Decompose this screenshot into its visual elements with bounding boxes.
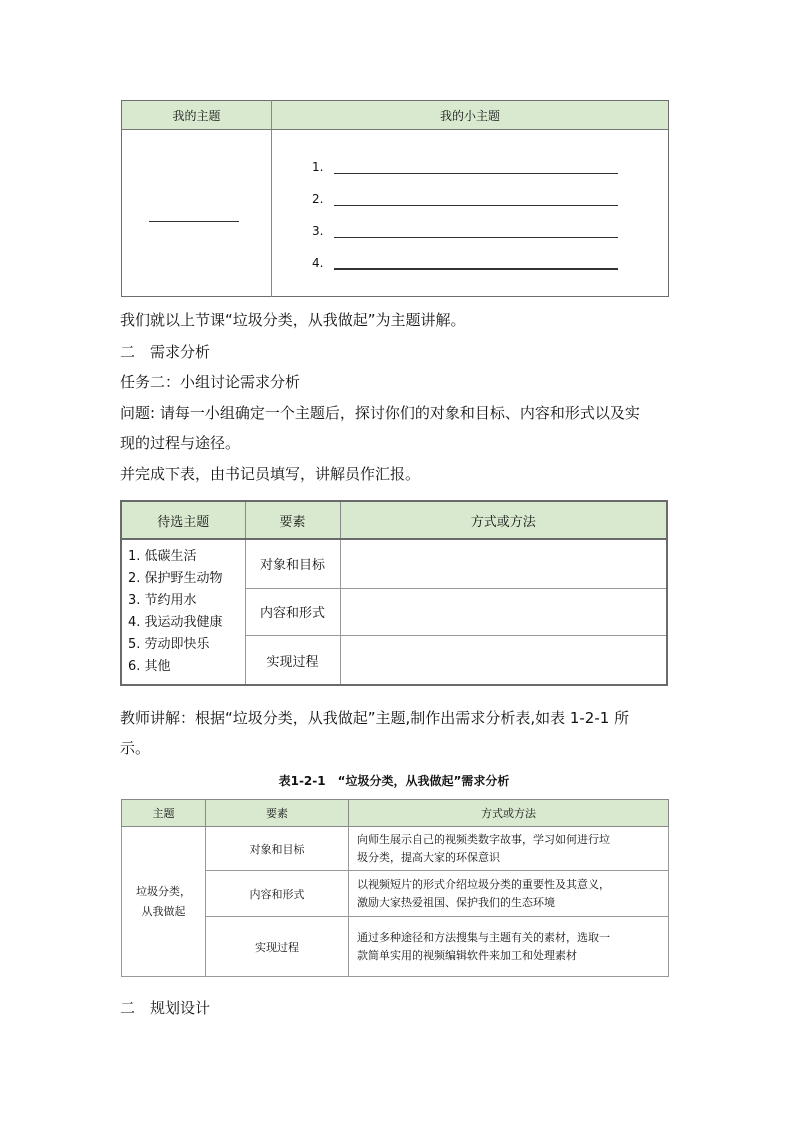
subtopic-blank-line <box>334 236 618 238</box>
section-heading-planning: 二 规划设计 <box>120 999 211 1017</box>
task-two-heading: 任务二：小组讨论需求分析 <box>120 373 301 391</box>
section-heading-needs-analysis: 二 需求分析 <box>120 343 211 361</box>
header-theme: 主题 <box>122 800 206 827</box>
question-line-1: 问题: 请每一小组确定一个主题后，探讨你们的对象和目标、内容和形式以及实 <box>120 404 640 422</box>
header-my-subtopics: 我的小主题 <box>272 101 669 130</box>
header-elements: 要素 <box>245 501 340 539</box>
topic-item: 6. 其他 <box>128 659 171 674</box>
method-cell-content[interactable] <box>340 588 667 636</box>
question-line-2: 现的过程与途径。 <box>120 434 241 452</box>
element-content: 内容和形式 <box>245 588 340 636</box>
element-process: 实现过程 <box>245 636 340 685</box>
paragraph-intro: 我们就以上节课“垃圾分类，从我做起”为主题讲解。 <box>120 311 466 329</box>
candidate-topic-list <box>121 539 245 685</box>
element-target: 对象和目标 <box>206 827 349 871</box>
method-cell-target[interactable] <box>340 539 667 588</box>
table-caption: 表1-2-1 “垃圾分类，从我做起”需求分析 <box>278 774 510 788</box>
topic-blank-line <box>149 221 239 222</box>
subtopic-row-3[interactable]: 3. <box>312 224 618 238</box>
candidate-topic-table <box>120 500 668 686</box>
subtopic-row-2[interactable]: 2. <box>312 192 618 206</box>
topic-item: 1. 低碳生活 <box>128 549 197 564</box>
theme-cell: 垃圾分类， 从我做起 <box>122 827 206 977</box>
subtopic-blank-line <box>334 172 618 174</box>
header-methods: 方式或方法 <box>340 501 667 539</box>
teacher-explanation-line-2: 示。 <box>120 739 151 757</box>
my-subtopics-cell <box>272 130 669 297</box>
element-process: 实现过程 <box>206 917 349 977</box>
header-element: 要素 <box>206 800 349 827</box>
method-content: 以视频短片的形式介绍垃圾分类的重要性及其意义， 激励大家热爱祖国、保护我们的生态环境 <box>349 871 669 917</box>
teacher-explanation-line-1: 教师讲解：根据“垃圾分类，从我做起”主题,制作出需求分析表,如表 1-2-1 所 <box>120 709 630 727</box>
header-method: 方式或方法 <box>349 800 669 827</box>
my-topic-cell[interactable] <box>122 130 272 297</box>
subtopic-blank-line <box>334 204 618 206</box>
header-my-topic: 我的主题 <box>122 101 272 130</box>
subtopic-row-1[interactable]: 1. <box>312 160 618 174</box>
instruction-paragraph: 并完成下表，由书记员填写，讲解员作汇报。 <box>120 465 421 483</box>
needs-analysis-table <box>121 799 669 977</box>
method-cell-process[interactable] <box>340 636 667 685</box>
header-candidate-topics: 待选主题 <box>121 501 245 539</box>
topic-item: 2. 保护野生动物 <box>128 571 223 586</box>
element-content: 内容和形式 <box>206 871 349 917</box>
topic-item: 4. 我运动我健康 <box>128 615 223 630</box>
my-topic-table <box>121 100 669 297</box>
topic-item: 5. 劳动即快乐 <box>128 637 210 652</box>
method-target: 向师生展示自己的视频类数字故事，学习如何进行垃 圾分类，提高大家的环保意识 <box>349 827 669 871</box>
subtopic-row-4[interactable]: 4. <box>312 256 618 270</box>
method-process: 通过多种途径和方法搜集与主题有关的素材，选取一 款简单实用的视频编辑软件来加工和处理素材 <box>349 917 669 977</box>
topic-item: 3. 节约用水 <box>128 593 197 608</box>
subtopic-blank-line <box>334 267 618 270</box>
element-target: 对象和目标 <box>245 539 340 588</box>
